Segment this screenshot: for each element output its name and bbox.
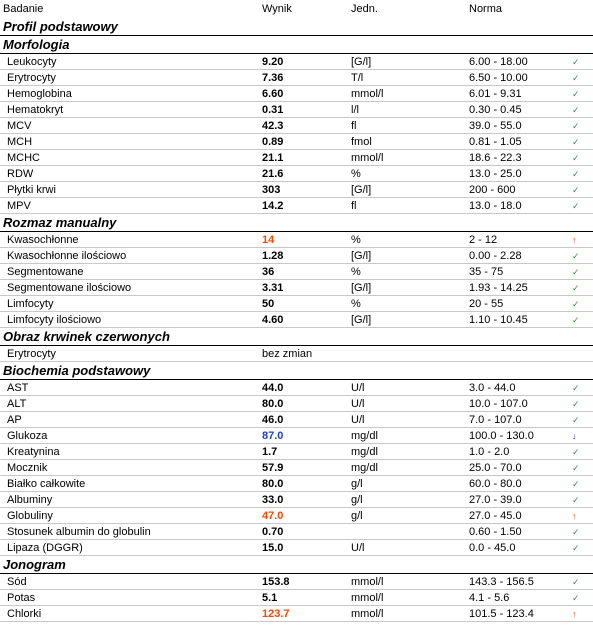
table-row bbox=[0, 118, 593, 134]
test-name: Hemoglobina bbox=[7, 88, 72, 100]
table-row bbox=[0, 492, 593, 508]
table-row bbox=[0, 476, 593, 492]
norm-range: 1.10 - 10.45 bbox=[469, 314, 528, 326]
check-icon: ✓ bbox=[572, 527, 580, 537]
section-heading bbox=[0, 556, 593, 574]
table-row bbox=[0, 280, 593, 296]
table-row bbox=[0, 444, 593, 460]
test-name: Białko całkowite bbox=[7, 478, 86, 490]
check-icon: ✓ bbox=[572, 153, 580, 163]
table-row bbox=[0, 86, 593, 102]
test-name: MCH bbox=[7, 136, 33, 148]
result-value: 21.6 bbox=[262, 168, 284, 180]
unit-value: fmol bbox=[351, 136, 372, 148]
norm-range: 4.1 - 5.6 bbox=[469, 592, 510, 604]
norm-range: 35 - 75 bbox=[469, 266, 504, 278]
table-row bbox=[0, 54, 593, 70]
unit-value: [G/l] bbox=[351, 184, 372, 196]
unit-value: U/l bbox=[351, 414, 365, 426]
check-icon: ✓ bbox=[572, 105, 580, 115]
table-row bbox=[0, 312, 593, 328]
check-icon: ✓ bbox=[572, 89, 580, 99]
arrow-up-icon: ↑ bbox=[572, 235, 577, 245]
results-table bbox=[0, 18, 593, 622]
table-header bbox=[0, 0, 593, 18]
section-title: Obraz krwinek czerwonych bbox=[3, 329, 170, 344]
check-icon: ✓ bbox=[572, 543, 580, 553]
result-value: 80.0 bbox=[262, 398, 284, 410]
test-name: Lipaza (DGGR) bbox=[7, 542, 83, 554]
unit-value: mmol/l bbox=[351, 592, 384, 604]
check-icon: ✓ bbox=[572, 399, 580, 409]
table-row bbox=[0, 134, 593, 150]
test-name: Potas bbox=[7, 592, 36, 604]
section-heading bbox=[0, 362, 593, 380]
check-icon: ✓ bbox=[572, 463, 580, 473]
table-row bbox=[0, 248, 593, 264]
section-heading bbox=[0, 18, 593, 36]
result-value: 47.0 bbox=[262, 510, 284, 522]
test-name: MCV bbox=[7, 120, 32, 132]
result-value: 46.0 bbox=[262, 414, 284, 426]
result-value: 153.8 bbox=[262, 576, 290, 588]
unit-value: mg/dl bbox=[351, 462, 378, 474]
norm-range: 3.0 - 44.0 bbox=[469, 382, 516, 394]
section-title: Profil podstawowy bbox=[3, 19, 118, 34]
norm-range: 0.30 - 0.45 bbox=[469, 104, 522, 116]
table-row bbox=[0, 574, 593, 590]
unit-value: % bbox=[351, 298, 361, 310]
test-name: Limfocyty ilościowo bbox=[7, 314, 102, 326]
unit-value: l/l bbox=[351, 104, 359, 116]
section-title: Jonogram bbox=[3, 557, 66, 572]
result-value: 14 bbox=[262, 234, 275, 246]
test-name: Mocznik bbox=[7, 462, 48, 474]
norm-range: 2 - 12 bbox=[469, 234, 498, 246]
norm-range: 60.0 - 80.0 bbox=[469, 478, 522, 490]
result-value: 3.31 bbox=[262, 282, 284, 294]
result-value: 0.31 bbox=[262, 104, 284, 116]
section-title: Rozmaz manualny bbox=[3, 215, 117, 230]
unit-value: T/l bbox=[351, 72, 364, 84]
result-value: 80.0 bbox=[262, 478, 284, 490]
unit-value: g/l bbox=[351, 478, 363, 490]
section-title: Morfologia bbox=[3, 37, 70, 52]
table-row bbox=[0, 232, 593, 248]
test-name: Chlorki bbox=[7, 608, 42, 620]
result-value: 6.60 bbox=[262, 88, 284, 100]
test-name: Hematokryt bbox=[7, 104, 64, 116]
norm-range: 18.6 - 22.3 bbox=[469, 152, 522, 164]
test-name: AST bbox=[7, 382, 29, 394]
result-value: 1.7 bbox=[262, 446, 278, 458]
table-row bbox=[0, 540, 593, 556]
norm-range: 0.81 - 1.05 bbox=[469, 136, 522, 148]
norm-range: 1.93 - 14.25 bbox=[469, 282, 528, 294]
norm-range: 0.00 - 2.28 bbox=[469, 250, 522, 262]
check-icon: ✓ bbox=[572, 201, 580, 211]
check-icon: ✓ bbox=[572, 479, 580, 489]
unit-value: mg/dl bbox=[351, 430, 378, 442]
test-name: Segmentowane ilościowo bbox=[7, 282, 132, 294]
unit-value: U/l bbox=[351, 382, 365, 394]
check-icon: ✓ bbox=[572, 447, 580, 457]
norm-range: 100.0 - 130.0 bbox=[469, 430, 534, 442]
norm-range: 7.0 - 107.0 bbox=[469, 414, 522, 426]
unit-value: % bbox=[351, 234, 361, 246]
col-norm-header: Norma bbox=[469, 3, 503, 15]
test-name: AP bbox=[7, 414, 22, 426]
unit-value: % bbox=[351, 266, 361, 278]
result-value: 21.1 bbox=[262, 152, 284, 164]
unit-value: fl bbox=[351, 120, 357, 132]
test-name: MCHC bbox=[7, 152, 40, 164]
test-name: Leukocyty bbox=[7, 56, 57, 68]
result-value: 87.0 bbox=[262, 430, 284, 442]
test-name: Stosunek albumin do globulin bbox=[7, 526, 151, 538]
norm-range: 200 - 600 bbox=[469, 184, 516, 196]
result-value: 303 bbox=[262, 184, 281, 196]
test-name: Kwasochłonne ilościowo bbox=[7, 250, 127, 262]
norm-range: 6.01 - 9.31 bbox=[469, 88, 522, 100]
test-name: Segmentowane bbox=[7, 266, 84, 278]
unit-value: fl bbox=[351, 200, 357, 212]
result-value: 44.0 bbox=[262, 382, 284, 394]
table-row bbox=[0, 412, 593, 428]
check-icon: ✓ bbox=[572, 137, 580, 147]
table-row bbox=[0, 524, 593, 540]
result-value: 123.7 bbox=[262, 608, 290, 620]
check-icon: ✓ bbox=[572, 57, 580, 67]
unit-value: mmol/l bbox=[351, 576, 384, 588]
unit-value: mmol/l bbox=[351, 88, 384, 100]
check-icon: ✓ bbox=[572, 495, 580, 505]
section-heading bbox=[0, 36, 593, 54]
result-value: 0.70 bbox=[262, 526, 284, 538]
result-value: 15.0 bbox=[262, 542, 284, 554]
table-row bbox=[0, 70, 593, 86]
test-name: Glukoza bbox=[7, 430, 48, 442]
norm-range: 27.0 - 45.0 bbox=[469, 510, 522, 522]
check-icon: ✓ bbox=[572, 283, 580, 293]
table-row bbox=[0, 590, 593, 606]
check-icon: ✓ bbox=[572, 73, 580, 83]
result-value: 42.3 bbox=[262, 120, 284, 132]
check-icon: ✓ bbox=[572, 383, 580, 393]
norm-range: 6.50 - 10.00 bbox=[469, 72, 528, 84]
table-row bbox=[0, 150, 593, 166]
result-value: 50 bbox=[262, 298, 275, 310]
norm-range: 27.0 - 39.0 bbox=[469, 494, 522, 506]
table-row bbox=[0, 182, 593, 198]
arrow-up-icon: ↑ bbox=[572, 609, 577, 619]
test-name: Limfocyty bbox=[7, 298, 54, 310]
unit-value: [G/l] bbox=[351, 56, 372, 68]
table-row bbox=[0, 166, 593, 182]
section-heading bbox=[0, 214, 593, 232]
section-title: Biochemia podstawowy bbox=[3, 363, 151, 378]
norm-range: 25.0 - 70.0 bbox=[469, 462, 522, 474]
result-value: 33.0 bbox=[262, 494, 284, 506]
arrow-up-icon: ↑ bbox=[572, 511, 577, 521]
col-test-header: Badanie bbox=[3, 3, 44, 15]
section-heading bbox=[0, 328, 593, 346]
col-unit-header: Jedn. bbox=[351, 3, 378, 15]
result-value: 14.2 bbox=[262, 200, 284, 212]
test-name: Erytrocyty bbox=[7, 348, 56, 360]
norm-range: 101.5 - 123.4 bbox=[469, 608, 534, 620]
check-icon: ✓ bbox=[572, 267, 580, 277]
norm-range: 13.0 - 18.0 bbox=[469, 200, 522, 212]
result-value: 36 bbox=[262, 266, 275, 278]
check-icon: ✓ bbox=[572, 315, 580, 325]
check-icon: ✓ bbox=[572, 251, 580, 261]
norm-range: 0.60 - 1.50 bbox=[469, 526, 522, 538]
result-value: 1.28 bbox=[262, 250, 284, 262]
table-row bbox=[0, 102, 593, 118]
test-name: Kwasochłonne bbox=[7, 234, 79, 246]
unit-value: [G/l] bbox=[351, 250, 372, 262]
col-result-header: Wynik bbox=[262, 3, 292, 15]
norm-range: 39.0 - 55.0 bbox=[469, 120, 522, 132]
result-value: bez zmian bbox=[262, 348, 313, 360]
test-name: Sód bbox=[7, 576, 27, 588]
table-row bbox=[0, 264, 593, 280]
norm-range: 143.3 - 156.5 bbox=[469, 576, 534, 588]
table-row bbox=[0, 606, 593, 622]
test-name: Płytki krwi bbox=[7, 184, 56, 196]
check-icon: ✓ bbox=[572, 185, 580, 195]
unit-value: U/l bbox=[351, 542, 365, 554]
test-name: Globuliny bbox=[7, 510, 53, 522]
check-icon: ✓ bbox=[572, 169, 580, 179]
result-value: 9.20 bbox=[262, 56, 284, 68]
test-name: RDW bbox=[7, 168, 34, 180]
check-icon: ✓ bbox=[572, 299, 580, 309]
norm-range: 0.0 - 45.0 bbox=[469, 542, 516, 554]
check-icon: ✓ bbox=[572, 577, 580, 587]
unit-value: % bbox=[351, 168, 361, 180]
test-name: Kreatynina bbox=[7, 446, 60, 458]
unit-value: mg/dl bbox=[351, 446, 378, 458]
check-icon: ✓ bbox=[572, 121, 580, 131]
table-row bbox=[0, 396, 593, 412]
table-row bbox=[0, 296, 593, 312]
table-row bbox=[0, 460, 593, 476]
norm-range: 6.00 - 18.00 bbox=[469, 56, 528, 68]
arrow-down-icon: ↓ bbox=[572, 431, 577, 441]
table-row bbox=[0, 198, 593, 214]
table-row bbox=[0, 380, 593, 396]
table-row bbox=[0, 508, 593, 524]
unit-value: [G/l] bbox=[351, 314, 372, 326]
test-name: Erytrocyty bbox=[7, 72, 56, 84]
norm-range: 10.0 - 107.0 bbox=[469, 398, 528, 410]
result-value: 57.9 bbox=[262, 462, 284, 474]
result-value: 5.1 bbox=[262, 592, 278, 604]
unit-value: mmol/l bbox=[351, 152, 384, 164]
check-icon: ✓ bbox=[572, 415, 580, 425]
result-value: 4.60 bbox=[262, 314, 284, 326]
norm-range: 13.0 - 25.0 bbox=[469, 168, 522, 180]
check-icon: ✓ bbox=[572, 593, 580, 603]
unit-value: g/l bbox=[351, 494, 363, 506]
norm-range: 1.0 - 2.0 bbox=[469, 446, 510, 458]
table-row bbox=[0, 346, 593, 362]
unit-value: g/l bbox=[351, 510, 363, 522]
unit-value: [G/l] bbox=[351, 282, 372, 294]
test-name: MPV bbox=[7, 200, 31, 212]
result-value: 0.89 bbox=[262, 136, 284, 148]
table-row bbox=[0, 428, 593, 444]
norm-range: 20 - 55 bbox=[469, 298, 504, 310]
test-name: ALT bbox=[7, 398, 27, 410]
test-name: Albuminy bbox=[7, 494, 53, 506]
result-value: 7.36 bbox=[262, 72, 284, 84]
unit-value: mmol/l bbox=[351, 608, 384, 620]
unit-value: U/l bbox=[351, 398, 365, 410]
